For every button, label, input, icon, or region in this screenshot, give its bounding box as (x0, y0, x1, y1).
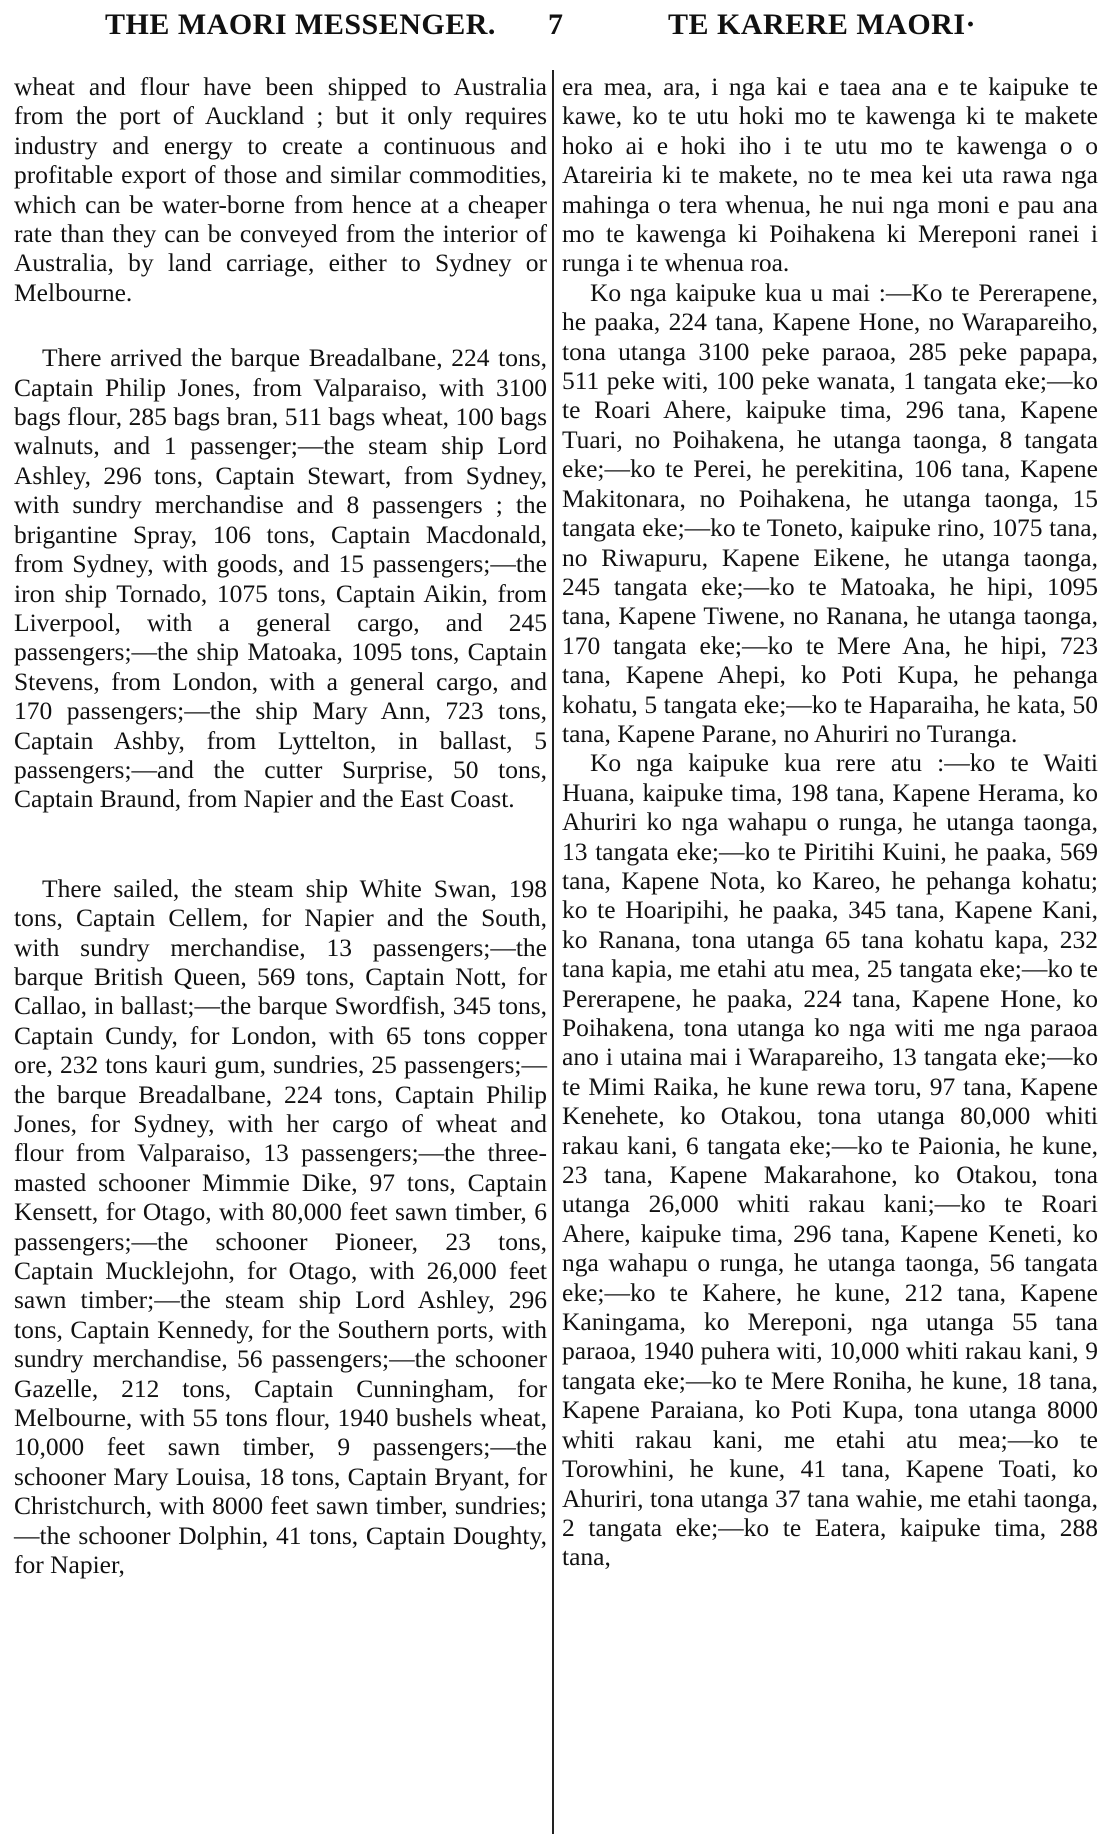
maori-paragraph-arrivals: Ko nga kaipuke kua u mai :—Ko te Pererapene, he paaka, 224 tana, Kapene Hone, no Warapareiho, tona utanga 3100 peke paraoa, 285 peke papapa, 511 peke witi, 100 peke wanata, 1 tangata eke;—ko te Roari Ahere, kaipuke tima, 296 tana, Kapene Tuari, no Poihakena, he utanga taonga, 8 tangata eke;—ko te Perei, he perekitina, 106 tana, Kapene Makitonara, no Poihakena, he utanga taonga, 15 tangata eke;—ko te Toneto, kaipuke rino, 1075 tana, no Riwapuru, Kapene Eikene, he utanga taonga, 245 tangata eke;—ko te Matoaka, he hipi, 1095 tana, Kapene Tiwene, no Ranana, he utanga taonga, 170 tangata eke;—ko te Mere Ana, he hipi, 723 tana, Kapene Ahepi, ko Poti Kupa, he pehanga kohatu, 5 tangata eke;—ko te Haparaiha, he kata, 50 tana, Kapene Parane, no Ahuriri no Turanga. (562, 277, 1098, 748)
english-paragraph-arrivals: There arrived the barque Breadalbane, 224 tons, Captain Philip Jones, from Valparaiso, with 3100 bags flour, 285 bags bran, 511 bags wheat, 100 bags walnuts, and 1 passenger;—the steam ship Lord Ashley, 296 tons, Captain Stewart, from Sydney, with sundry merchandise and 8 passengers ; the brigantine Spray, 106 tons, Captain Macdonald, from Sydney, with goods, and 15 passengers;—the iron ship Tornado, 1075 tons, Captain Aikin, from Liverpool, with a general cargo, and 245 passengers;—the ship Matoaka, 1095 tons, Captain Stevens, from London, with a general cargo, and 170 passengers;—the ship Mary Ann, 723 tons, Captain Ashby, from Lyttelton, in ballast, 5 passengers;—and the cutter Surprise, 50 tons, Captain Braund, from Napier and the East Coast. (14, 343, 547, 814)
english-masthead: THE MAORI MESSENGER. (105, 8, 496, 41)
column-divider (552, 70, 554, 1834)
maori-masthead: TE KARERE MAORI· (668, 8, 977, 41)
maori-column (562, 72, 1098, 1572)
english-column (14, 72, 547, 1580)
maori-paragraph-departures: Ko nga kaipuke kua rere atu :—ko te Waiti Huana, kaipuke tima, 198 tana, Kapene Herama, ko Ahuriri ko nga wahapu o runga, he utanga taonga, 13 tangata eke;—ko te Piritihi Kuini, he paaka, 569 tana, Kapene Nota, ko Kareo, he pehanga kohatu; ko te Hoaripihi, he paaka, 345 tana, Kapene Kani, ko Ranana, tona utanga 65 tana kohatu kapa, 232 tana kapia, me etahi atu mea, 25 tangata eke;—ko te Pererapene, he paaka, 224 tana, Kapene Hone, ko Poihakena, tona utanga ko nga witi me nga paraoa ano i utaina mai i Warapareiho, 13 tangata eke;—ko te Mimi Raika, he kune rewa toru, 97 tana, Kapene Kenehete, ko Otakou, tona utanga 80,000 whiti rakau kani, 6 tangata eke;—ko te Paionia, he kune, 23 tana, Kapene Makarahone, ko Otakou, tona utanga 26,000 whiti rakau kani;—ko te Roari Ahere, kaipuke tima, 296 tana, Kapene Keneti, ko nga wahapu o runga, he utanga taonga, 56 tangata eke;—ko te Kahere, he kune, 212 tana, Kapene Kaningama, ko Mereponi, nga utanga 55 tana paraoa, 1940 puhera witi, 10,000 whiti rakau kani, 9 tangata eke;—ko te Mere Roniha, he kune, 18 tana, Kapene Paraiana, ko Poti Kupa, tona utanga 8000 whiti rakau kani, me etahi atu mea;—ko te Torowhini, he kune, 41 tana, Kapene Toati, ko Ahuriri, tona utanga 37 tana wahie, me etahi taonga, 2 tangata eke;—ko te Eatera, kaipuke tima, 288 tana, (562, 748, 1098, 1572)
page-header (0, 0, 1114, 60)
english-paragraph-continuation: wheat and flour have been shipped to Australia from the port of Auckland ; but it only requires industry and energy to create a continuous and profitable export of those and similar commodities, which can be water-borne from hence at a cheaper rate than they can be conveyed from the interior of Australia, by land carriage, either to Sydney or Melbourne. (14, 72, 547, 307)
maori-paragraph-continuation: era mea, ara, i nga kai e taea ana e te kaipuke te kawe, ko te utu hoki mo te kawenga ki te makete hoko ai e hoki iho i te utu mo te kawenga o o Atareiria ki te makete, no te mea kei uta rawa nga mahinga o tera whenua, he nui nga moni e pau ana mo te kawenga ki Poihakena ki Mereponi ranei i runga i te whenua roa. (562, 72, 1098, 278)
english-paragraph-departures: There sailed, the steam ship White Swan, 198 tons, Captain Cellem, for Napier and the South, with sundry merchandise, 13 passengers;—the barque British Queen, 569 tons, Captain Nott, for Callao, in ballast;—the barque Swordfish, 345 tons, Captain Cundy, for London, with 65 tons copper ore, 232 tons kauri gum, sundries, 25 passengers;—the barque Breadalbane, 224 tons, Captain Philip Jones, for Sydney, with her cargo of wheat and flour from Valparaiso, 13 passengers;—the three-masted schooner Mimmie Dike, 97 tons, Captain Kensett, for Otago, with 80,000 feet sawn timber, 6 passengers;—the schooner Pioneer, 23 tons, Captain Mucklejohn, for Otago, with 26,000 feet sawn timber;—the steam ship Lord Ashley, 296 tons, Captain Kennedy, for the Southern ports, with sundry merchandise, 56 passengers;—the schooner Gazelle, 212 tons, Captain Cunningham, for Melbourne, with 55 tons flour, 1940 bushels wheat, 10,000 feet sawn timber, 9 passengers;—the schooner Mary Louisa, 18 tons, Captain Bryant, for Christchurch, with 8000 feet sawn timber, sundries;—the schooner Dolphin, 41 tons, Captain Doughty, for Napier, (14, 873, 547, 1580)
page-number: 7 (548, 8, 564, 41)
